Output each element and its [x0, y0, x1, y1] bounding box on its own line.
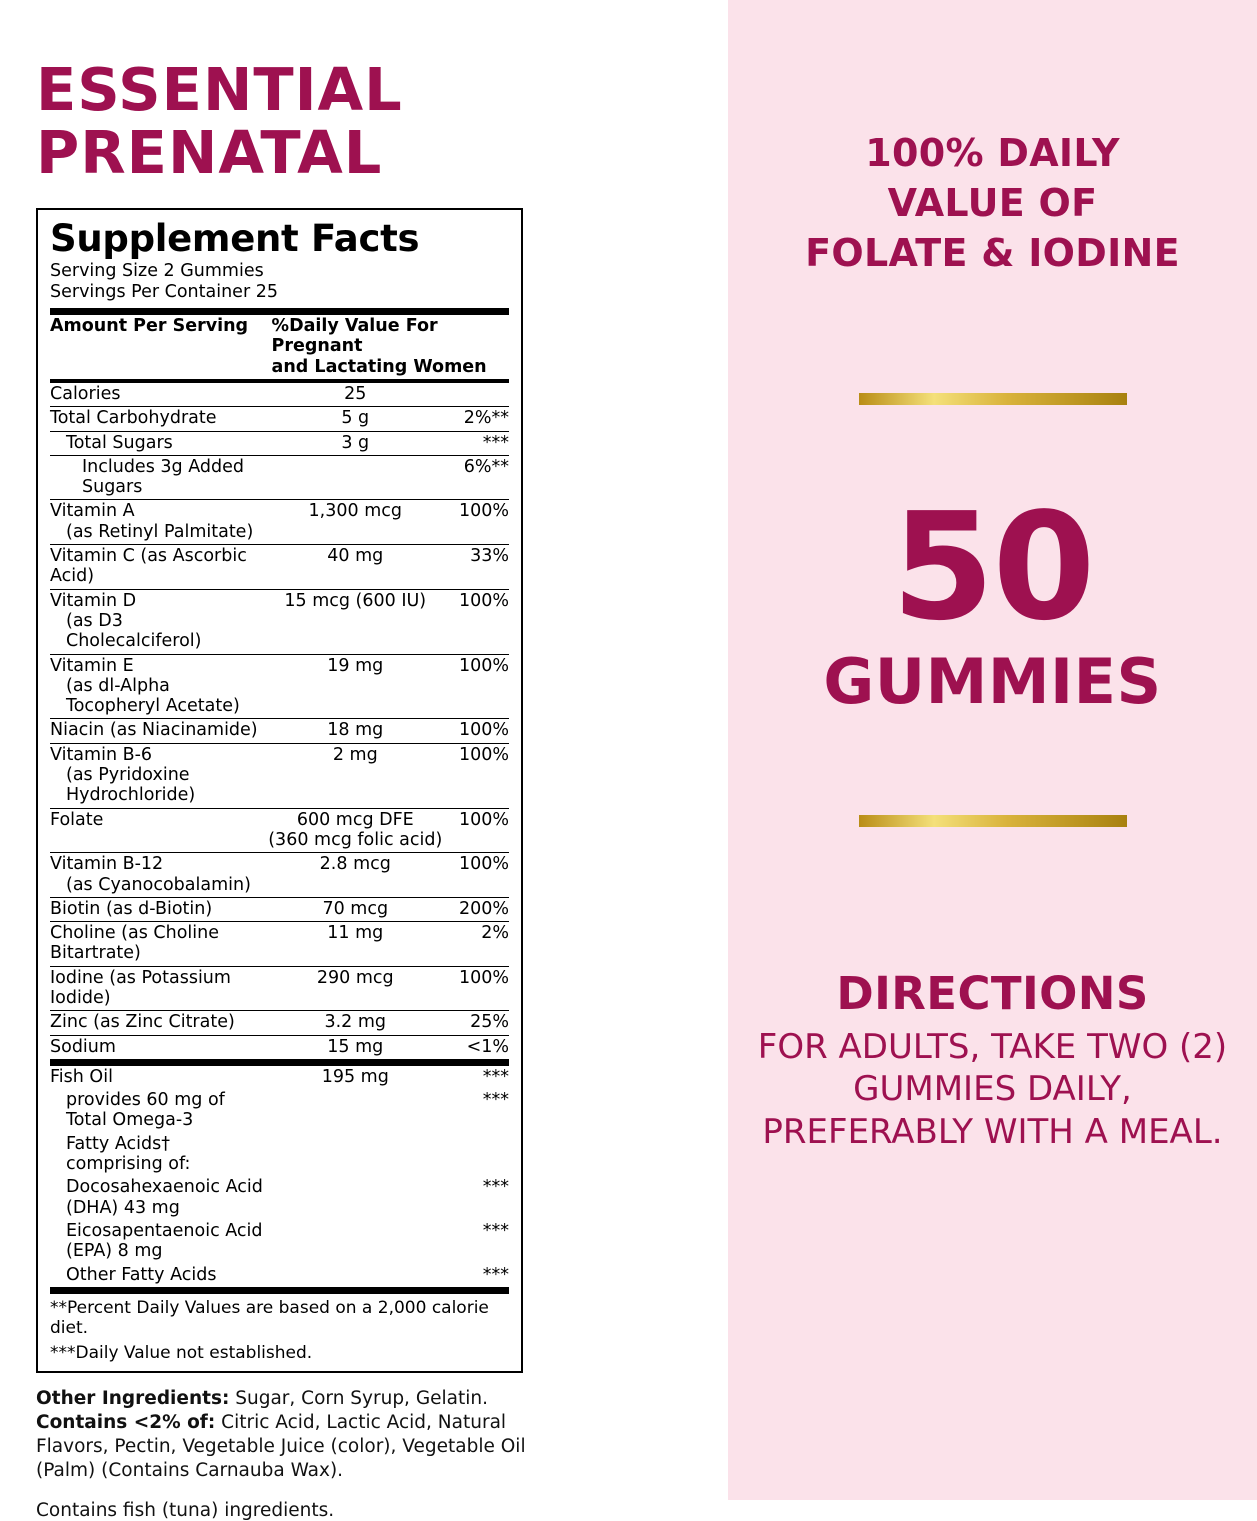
table-row [50, 1035, 509, 1062]
nutrient-dv: 33% [447, 545, 509, 590]
other-ingredients [36, 1387, 536, 1482]
nutrient-amount [264, 1220, 447, 1264]
claim-line1: 100% DAILY [865, 131, 1120, 175]
table-row [50, 743, 509, 808]
fish-allergen-note: Contains fish (tuna) ingredients. [36, 1500, 335, 1521]
nutrient-amount: 290 mcg [264, 966, 447, 1011]
nutrient-name [50, 589, 264, 654]
table-row [50, 1264, 509, 1291]
directions-title: DIRECTIONS [836, 966, 1149, 1020]
nutrient-name: Vitamin C (as Ascorbic Acid) [50, 545, 264, 590]
nutrient-name: Choline (as Choline Bitartrate) [50, 922, 264, 967]
nutrient-amount [264, 808, 447, 853]
nutrient-name-sub: (as Retinyl Palmitate) [66, 521, 254, 542]
nutrient-dv: 2%** [447, 407, 509, 431]
nutrient-dv: 100% [447, 808, 509, 853]
nutrient-name: Biotin (as d-Biotin) [50, 897, 264, 921]
nutrient-dv: 100% [447, 654, 509, 719]
nutrient-name-main: Vitamin D [50, 590, 137, 611]
nutrient-name-main: Vitamin B-6 [50, 744, 153, 765]
nutrient-dv: <1% [447, 1035, 509, 1062]
nutrient-name [50, 853, 264, 898]
claim-line3: FOLATE & IODINE [805, 231, 1180, 276]
nutrient-name: Iodine (as Potassium Iodide) [50, 966, 264, 1011]
nutrient-name: Folate [50, 808, 264, 853]
nutrient-dv [447, 1133, 509, 1177]
nutrient-amount [264, 1176, 447, 1220]
table-row [50, 922, 509, 967]
nutrient-amount: 195 mg [321, 1066, 389, 1087]
nutrient-dv: 25% [447, 1011, 509, 1035]
gold-divider-top [859, 393, 1127, 405]
table-row [50, 966, 509, 1011]
product-title-line2: PRENATAL [36, 118, 383, 188]
table-row [50, 808, 509, 853]
nutrient-name-sub: (as dl-Alpha Tocopheryl Acetate) [66, 675, 240, 717]
nutrient-name: Total Sugars [50, 431, 264, 455]
other-ingredients-text: Sugar, Corn Syrup, Gelatin. [229, 1388, 489, 1410]
nutrient-name: Zinc (as Zinc Citrate) [50, 1011, 264, 1035]
nutrient-amount: 19 mg [264, 654, 447, 719]
nutrient-name: Docosahexaenoic Acid (DHA) 43 mg [66, 1177, 263, 1218]
directions-body: FOR ADULTS, TAKE TWO (2) GUMMIES DAILY, PREFERABLY WITH A MEAL. [757, 1026, 1228, 1153]
nutrient-amount [264, 1264, 447, 1291]
table-row [50, 1062, 509, 1089]
other-ingredients-label: Other Ingredients: [36, 1388, 230, 1410]
nutrient-dv: 100% [447, 589, 509, 654]
nutrient-dv: *** [482, 1220, 509, 1241]
nutrient-name [50, 654, 264, 719]
header-dv-line2: and Lactating Women [271, 356, 487, 377]
nutrient-dv: 2% [447, 922, 509, 967]
header-amount-per-serving: Amount Per Serving [50, 315, 264, 381]
table-row [50, 1089, 509, 1133]
nutrient-amount: 5 g [264, 407, 447, 431]
nutrient-amount-main: 600 mcg DFE [296, 809, 414, 830]
nutrient-dv: 100% [447, 966, 509, 1011]
servings-per-container: Servings Per Container 25 [50, 282, 278, 303]
nutrient-amount: 3.2 mg [264, 1011, 447, 1035]
product-title-line1: ESSENTIAL [36, 55, 403, 124]
nutrient-name: Other Fatty Acids [50, 1264, 264, 1291]
nutrient-name: Fatty Acids† comprising of: [66, 1133, 191, 1175]
nutrient-dv: 100% [447, 743, 509, 808]
nutrient-dv: 100% [447, 500, 509, 545]
nutrient-name [50, 743, 264, 808]
table-row [50, 431, 509, 455]
nutrient-name: Eicosapentaenoic Acid (EPA) 8 mg [66, 1220, 263, 1262]
table-row [50, 1011, 509, 1035]
nutrient-name: Sodium [50, 1035, 264, 1062]
table-row [50, 500, 509, 545]
nutrient-dv: 100% [447, 719, 509, 743]
nutrient-name-main: Vitamin B-12 [50, 854, 164, 875]
nutrient-name-sub: (as Pyridoxine Hydrochloride) [66, 765, 196, 806]
table-row [50, 654, 509, 719]
nutrient-amount: 2.8 mcg [264, 853, 447, 898]
contains-less-than-text: Citric Acid, Lactic Acid, Natural Flavors, Pectin, Vegetable Juice (color), Vegetable Oil (Palm) (Contains Carnauba Wax). [36, 1412, 526, 1481]
nutrient-dv: 100% [447, 853, 509, 898]
nutrient-dv [447, 381, 509, 407]
contains-less-than-label: Contains <2% of: [36, 1412, 216, 1434]
supplement-facts-panel [36, 208, 523, 1373]
nutrient-amount: 15 mcg (600 IU) [264, 589, 447, 654]
nutrient-name-sub: (as Cyanocobalamin) [66, 874, 251, 895]
nutrient-amount: 2 mg [264, 743, 447, 808]
gummy-count-number: 50 [891, 481, 1094, 654]
table-row [50, 1133, 509, 1177]
product-title [36, 55, 694, 188]
nutrient-dv: 200% [447, 897, 509, 921]
table-row [50, 1176, 509, 1220]
table-row [50, 853, 509, 898]
nutrient-amount: 1,300 mcg [264, 500, 447, 545]
nutrient-amount: 3 g [264, 431, 447, 455]
footnote-percent-dv: **Percent Daily Values are based on a 2,000 calorie diet. [50, 1297, 489, 1338]
nutrient-amount [264, 1089, 447, 1133]
nutrient-name-main: Vitamin E [50, 655, 134, 676]
nutrient-amount: 11 mg [264, 922, 447, 967]
nutrient-dv: *** [482, 1090, 509, 1111]
nutrient-name: Fish Oil [50, 1066, 113, 1087]
right-panel [728, 0, 1257, 1500]
table-row [50, 589, 509, 654]
nutrient-amount: 25 [264, 381, 447, 407]
table-row [50, 719, 509, 743]
nutrient-dv: *** [482, 1066, 509, 1087]
gummy-count-label: GUMMIES [823, 644, 1162, 718]
header-dv-line1: %Daily Value For Pregnant [271, 316, 438, 357]
nutrient-dv: *** [447, 1264, 509, 1291]
nutrient-dv: *** [482, 1177, 509, 1198]
table-row [50, 545, 509, 590]
claim-block [754, 128, 1231, 278]
nutrient-amount: 70 mcg [264, 897, 447, 921]
table-header-row [50, 315, 509, 381]
nutrient-amount: 18 mg [264, 719, 447, 743]
nutrient-dv: 6%** [447, 455, 509, 500]
footnote-dv-not-established: ***Daily Value not established. [50, 1342, 313, 1363]
nutrient-name: Total Carbohydrate [50, 407, 264, 431]
nutrient-dv: *** [447, 431, 509, 455]
gold-divider-bottom [859, 815, 1127, 827]
nutrient-name: Niacin (as Niacinamide) [50, 719, 264, 743]
table-row [50, 381, 509, 407]
header-daily-value [264, 315, 509, 381]
nutrient-amount [264, 455, 447, 500]
table-row [50, 407, 509, 431]
table-row [50, 455, 509, 500]
nutrient-name: provides 60 mg of Total Omega-3 [66, 1090, 225, 1131]
nutrient-name-sub: (as D3 Cholecalciferol) [66, 610, 202, 652]
serving-size: Serving Size 2 Gummies [50, 261, 264, 282]
nutrient-amount [264, 1133, 447, 1177]
nutrient-name: Includes 3g Added Sugars [50, 455, 264, 500]
claim-line2: VALUE OF [887, 181, 1098, 226]
table-row [50, 1220, 509, 1264]
supplement-facts-table [50, 315, 509, 1294]
divider-thick-top [50, 308, 509, 315]
nutrient-name: Calories [50, 381, 264, 407]
supplement-facts-title: Supplement Facts [50, 217, 420, 261]
table-row [50, 897, 509, 921]
nutrient-amount: 15 mg [264, 1035, 447, 1062]
nutrient-amount: 40 mg [264, 545, 447, 590]
nutrient-name-main: Vitamin A [50, 501, 135, 522]
nutrient-name [50, 500, 264, 545]
nutrient-amount-sub: (360 mcg folic acid) [268, 829, 443, 850]
